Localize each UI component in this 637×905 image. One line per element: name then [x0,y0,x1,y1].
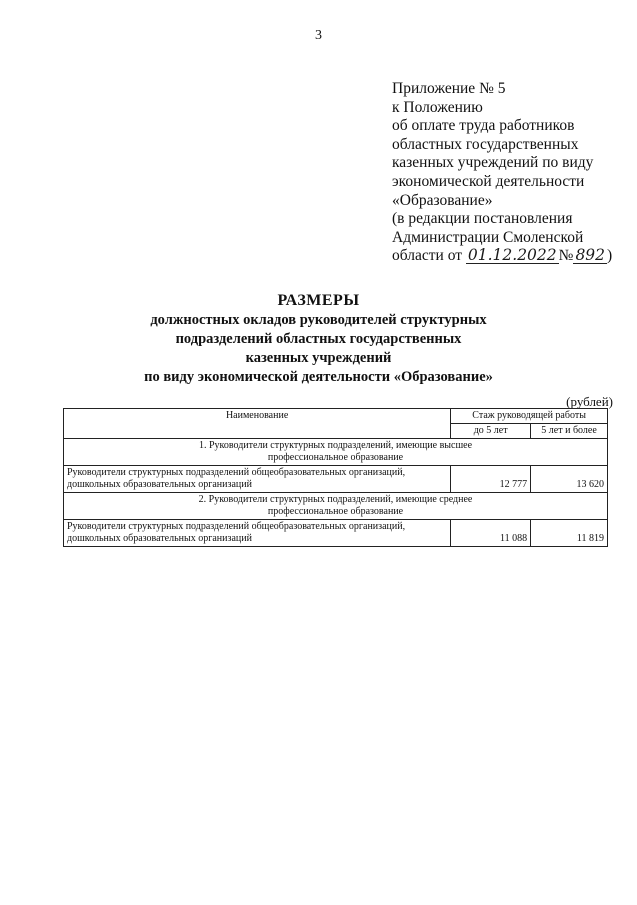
handwritten-date: 01.12.2022 [467,246,557,265]
header-name: Наименование [64,409,451,439]
document-title [0,290,637,387]
salary-table [63,408,608,547]
appendix-line: Администрации Смоленской [392,228,584,246]
appendix-line: экономической деятельности [392,172,585,190]
value-under-5: 12 777 [451,466,531,493]
handwritten-number: 892 [575,246,606,265]
appendix-line: областных государственных [392,135,579,153]
title-line: по виду экономической деятельности «Образование» [144,369,493,385]
appendix-line: к Положению [392,98,483,116]
appendix-line: Приложение № 5 [392,80,506,97]
title-line: подразделений областных государственных [175,331,462,347]
appendix-line: об оплате труда работников [392,117,575,135]
appendix-last-line [392,247,622,266]
appendix-line: казенных учреждений по виду [392,154,594,172]
title-main: РАЗМЕРЫ [277,292,360,309]
units-label: (рублей) [566,394,613,409]
value-under-5: 11 088 [451,520,531,547]
page-number: 3 [315,28,322,43]
value-5-plus: 11 819 [531,520,608,547]
row-label: Руководители структурных подразделений общеобразовательных организаций, дошкольных образовательных организаций [64,466,451,493]
section-title [64,493,608,520]
closing-paren: ) [607,247,613,265]
title-line: казенных учреждений [245,350,392,366]
title-line: должностных окладов руководителей структурных [150,312,487,328]
row-label: Руководители структурных подразделений общеобразовательных организаций, дошкольных образовательных организаций [64,520,451,547]
appendix-date-prefix: области от [392,247,466,265]
header-5-plus: 5 лет и более [531,424,608,439]
appendix-line: (в редакции постановления [392,210,573,228]
appendix-header [392,80,622,266]
section-title-text: 2. Руководители структурных подразделений, имеющие среднее профессиональное образование [198,494,473,517]
appendix-line: «Образование» [392,191,493,209]
value-5-plus: 13 620 [531,466,608,493]
header-experience: Стаж руководящей работы [451,409,608,424]
number-sign: № [558,247,574,265]
header-under-5: до 5 лет [451,424,531,439]
section-title [64,439,608,466]
section-title-text: 1. Руководители структурных подразделений, имеющие высшее профессиональное образование [198,440,473,463]
